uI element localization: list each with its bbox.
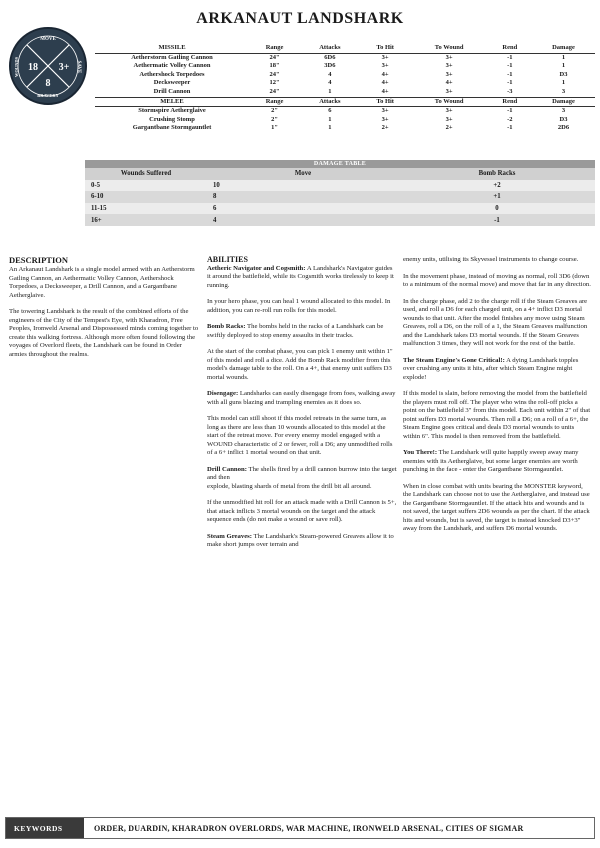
cell: 4: [328, 70, 332, 78]
badge-wounds-label: WOUNDS: [14, 56, 19, 78]
col-header: To Hit: [360, 97, 411, 107]
badge-wounds-value: 18: [28, 62, 38, 73]
ability-rule: In the charge phase, add 2 to the charge roll if the Steam Greaves are used, and roll a D6 for each charged unit, on a 4+ inflict D3 mortal wounds to that unit. After the model finishes any move using Steam Greaves, roll a D6, on the roll of a 1, the Steam Greaves malfunction and the Landshark takes D3 mortal wounds. If the Steam Greaves malfunction 3 times, they will not work for the rest of the battle.: [403, 297, 588, 347]
ability-flavour: The Landshark will quite happily sweep away many enemies with its Aetherglaive, but some larger enemies are worth punching in the face - enter the Gargantbane Stormgauntlet.: [403, 449, 579, 473]
weapon-name: Stormspire Aetherglaive: [95, 107, 249, 116]
damage-table-grid: [85, 168, 595, 226]
cell: 1: [328, 115, 332, 123]
abilities-column-right: [403, 256, 591, 542]
cell: -1: [507, 70, 513, 78]
ability-rule: In the movement phase, instead of moving as normal, roll 3D6 (down to a minimum of the normal move) and move that far in any direction.: [403, 272, 591, 288]
weapon-name: Crushing Stomp: [149, 115, 195, 123]
melee-header: MELEE: [95, 97, 249, 107]
ability-navigator: [207, 265, 397, 291]
cell: 4+: [381, 79, 389, 87]
cell: 2+: [381, 124, 389, 132]
ability-title: Disengage:: [207, 390, 239, 397]
ability-flavour: A Landshark's Navigator guides it around the battlefield, while its Cogsmith works tirelessly to keep it running.: [207, 264, 394, 289]
wounds-cell: 6-10: [85, 191, 207, 203]
badge-save-label: SAVE: [76, 60, 81, 74]
weapon-name: Aetherstorm Gatling Cannon: [95, 53, 249, 62]
weapon-name: Decksweeper: [153, 79, 191, 87]
cell: 2": [271, 115, 278, 123]
cell: -1: [507, 79, 513, 87]
table-row: [85, 214, 595, 226]
cell: 3: [561, 87, 566, 95]
col-header: Range: [249, 97, 300, 107]
ability-title: Bomb Racks:: [207, 323, 246, 330]
col-header: Wounds Suffered: [85, 168, 207, 180]
col-header: Rend: [502, 44, 518, 51]
ability-you-there: [403, 449, 591, 475]
cell: 18": [269, 62, 280, 70]
cell: 4+: [381, 87, 389, 95]
description-column: [9, 256, 199, 367]
ability-rule: If the unmodified hit roll for an attack made with a Drill Cannon is 5+, that attack inflicts 3 mortal wounds on the target and the attack sequence ends (do not make a wound or save roll).: [207, 499, 397, 523]
cell: -2: [507, 115, 513, 123]
col-header: Damage: [532, 97, 595, 107]
ability-title: The Steam Engine's Gone Critical!:: [403, 356, 505, 364]
move-cell: 6: [207, 203, 399, 215]
col-header: Bomb Racks: [399, 168, 595, 180]
table-row: [95, 107, 595, 116]
bomb-cell: +2: [399, 180, 595, 192]
ability-flavour-cont: enemy units, utilising its Skyvessel instruments to change course.: [403, 256, 579, 263]
cell: 6D6: [300, 53, 360, 62]
ability-drill-cannon: [207, 466, 397, 483]
cell: 3+: [360, 107, 411, 116]
ability-flavour-cont: explode, blasting shards of metal from the drill bit all around.: [207, 482, 372, 490]
wounds-cell: 0-5: [85, 180, 207, 192]
damage-table: [85, 160, 595, 226]
table-row: [95, 71, 595, 80]
cell: D3: [559, 115, 568, 123]
weapon-name: Drill Cannon: [153, 87, 191, 95]
missile-header: MISSILE: [158, 44, 186, 51]
table-row: [85, 180, 595, 192]
cell: 4+: [381, 70, 389, 78]
keywords-label: KEYWORDS: [6, 818, 84, 838]
wounds-cell: 11-15: [85, 203, 207, 215]
cell: 2": [249, 107, 300, 116]
cell: 12": [269, 79, 280, 87]
cell: -1: [488, 53, 532, 62]
bomb-cell: 0: [399, 203, 595, 215]
cell: 3D6: [324, 62, 336, 70]
table-row: [95, 53, 595, 62]
ability-flavour: The Landshark's Steam-powered Greaves allow it to make short jumps over terrain and: [207, 532, 394, 548]
cell: -1: [507, 124, 513, 132]
col-header: Move: [207, 168, 399, 180]
cell: 3+: [445, 62, 453, 70]
cell: 2D6: [557, 124, 570, 132]
description-heading: DESCRIPTION: [9, 255, 69, 265]
col-header: Attacks: [319, 44, 341, 51]
col-header: Damage: [552, 44, 575, 51]
cell: 3+: [360, 53, 411, 62]
ability-title: Drill Cannon:: [207, 465, 247, 473]
cell: -1: [488, 107, 532, 116]
table-row: [95, 62, 595, 71]
ability-bomb-racks: [207, 323, 397, 340]
cell: 24": [269, 70, 280, 78]
cell: 3+: [381, 115, 389, 123]
bomb-cell: -1: [399, 214, 595, 226]
keywords-list: ORDER, DUARDIN, KHARADRON OVERLORDS, WAR MACHINE, IRONWELD ARSENAL, CITIES OF SIGMAR: [94, 823, 524, 833]
damage-table-caption: DAMAGE TABLE: [85, 160, 595, 168]
weapons-table: [95, 44, 595, 133]
abilities-heading: ABILITIES: [207, 255, 248, 264]
damage-header-row: [85, 168, 595, 180]
cell: -1: [507, 62, 513, 70]
ability-steam-greaves: [207, 533, 397, 550]
col-header: To Wound: [434, 44, 464, 51]
description-paragraph: An Arkanaut Landshark is a single model armed with an Aetherstorm Gatling Cannon, an Aethermatic Volley Cannon, Aethershock Torpedoes, a Decksweeper, a Drill Cannon, and a Gargantbane Aetherglaive.: [9, 266, 195, 299]
cell: 1: [561, 79, 566, 87]
cell: D3: [559, 70, 568, 78]
weapon-name: Aethershock Torpedoes: [139, 70, 205, 78]
cell: 1: [532, 53, 595, 62]
ability-rule: This model can still shoot if this model retreats in the same turn, as long as there are less than 10 wounds allocated to this model at the start of the retreat move. For every enemy model engaged with a WOUND characteristic of 2 or fewer, roll a D6; any unmodified rolls of a 6+ inflict 1 mortal wound on that unit.: [207, 415, 393, 456]
weapon-name: Gargantbane Stormgauntlet: [132, 124, 212, 132]
cell: 24": [269, 87, 280, 95]
ability-rule: If this model is slain, before removing the model from the battlefield the players must roll off. The player who wins the roll-off picks a point on the battlefield 3" from this model. Each unit within 2" of that point suffers D3 mortal wounds. Then roll a D6; on a roll of a 6+, the Steam Engine goes critical and deals D3 mortal wounds to units within 6". This model is then removed from the battlefield.: [403, 390, 591, 440]
missile-header-row: [95, 44, 595, 53]
table-row: [85, 203, 595, 215]
ability-flavour: Landsharks can easily disengage from foes, walking away with all guns blazing and trampling enemies as it does so.: [207, 390, 396, 406]
wounds-cell: 16+: [85, 214, 207, 226]
cell: 1: [561, 62, 566, 70]
cell: 2+: [445, 124, 453, 132]
ability-flavour: The shells fired by a drill cannon burrow into the target and then: [207, 465, 397, 481]
badge-bravery-label: BRAVERY: [37, 93, 59, 98]
move-cell: 8: [207, 191, 399, 203]
bomb-cell: +1: [399, 191, 595, 203]
table-row: [95, 124, 595, 133]
table-row: [95, 79, 595, 88]
cell: 3+: [411, 107, 488, 116]
badge-save-value: 3+: [58, 62, 70, 73]
weapon-name: Aethermatic Volley Cannon: [133, 62, 211, 70]
melee-header-row: [95, 97, 595, 107]
cell: 3+: [381, 62, 389, 70]
ability-title: You There!:: [403, 449, 438, 456]
cell: 4+: [445, 79, 453, 87]
ability-disengage: [207, 390, 397, 407]
badge-move-label: MOVE: [40, 37, 56, 42]
move-cell: 4: [207, 214, 399, 226]
cell: 3+: [445, 87, 453, 95]
table-row: [85, 191, 595, 203]
ability-title: Steam Greaves:: [207, 532, 253, 540]
ability-rule: In your hero phase, you can heal 1 wound allocated to this model. In addition, you can re-roll run rolls for this model.: [207, 298, 391, 314]
ability-flavour: The bombs held in the racks of a Landshark can be swiftly deployed to stop enemy assaults in their tracks.: [207, 323, 384, 339]
table-row: [95, 116, 595, 125]
col-header: Attacks: [300, 97, 360, 107]
cell: 1": [271, 124, 278, 132]
badge-bravery-value: 8: [45, 78, 51, 89]
abilities-column-left: [207, 256, 397, 558]
cell: 1: [328, 124, 332, 132]
cell: 3+: [445, 70, 453, 78]
cell: 6: [300, 107, 360, 116]
ability-rule: At the start of the combat phase, you can pick 1 enemy unit within 1" of this model and roll a dice. Add the Bomb Rack modifier from this model's damage table to the roll. On a 4+, that enemy unit suffers D3 mortal wounds.: [207, 348, 393, 381]
col-header: Rend: [488, 97, 532, 107]
cell: -3: [507, 87, 513, 95]
cell: 4: [328, 79, 332, 87]
cell: 3+: [445, 115, 453, 123]
col-header: To Wound: [411, 97, 488, 107]
ability-gone-critical: [403, 357, 591, 383]
characteristics-badge: [8, 26, 88, 106]
cell: 3: [532, 107, 595, 116]
col-header: Range: [265, 44, 284, 51]
table-row: [95, 88, 595, 97]
ability-title: Aetheric Navigator and Cogsmith:: [207, 264, 306, 272]
warscroll-title: ARKANAUT LANDSHARK: [196, 10, 404, 27]
cell: 3+: [411, 53, 488, 62]
description-paragraph: The towering Landshark is the result of the combined efforts of the engineers of the City of the Tempest's Eye, with Kharadron, Free Peoples, Ironweld Arsenal and Dispossessed minds coming together to create this walking fortress. Although more often found following the voyages of Overlord fleets, the Landshark can be found in Order armies throughout the realms.: [9, 308, 199, 358]
move-cell: 10: [207, 180, 399, 192]
ability-rule: When in close combat with units bearing the MONSTER keyword, the Landshark can choose not to use the Aetherglaive, and instead use the Gargantbane Stormgauntlet. If the attack hits and wounds and is not saved, the target suffers 2D6 wounds as per the chart. If the attack hits and wounds, but is saved, the target is instead knocked D3+3" away from the Landshark, and suffers D6 mortal wounds.: [403, 482, 590, 532]
cell: 24": [249, 53, 300, 62]
keywords-bar: [5, 817, 595, 839]
col-header: To Hit: [376, 44, 394, 51]
cell: 1: [328, 87, 332, 95]
ability-flavour: A dying Landshark topples over crushing any units it hits, after which Steam Engine might explode!: [403, 356, 579, 381]
